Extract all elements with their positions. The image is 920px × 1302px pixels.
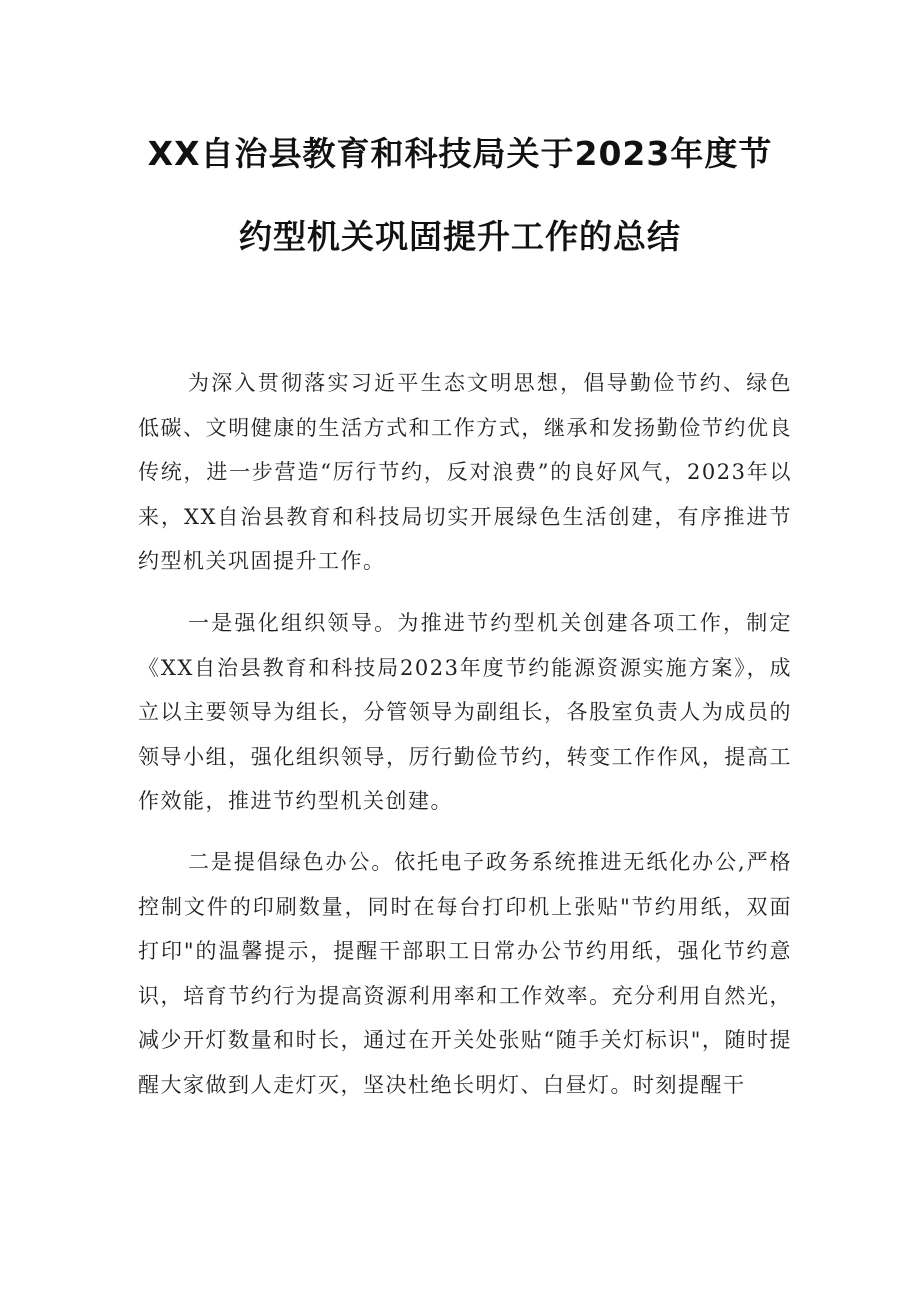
body-paragraph-intro bbox=[138, 361, 792, 584]
document-title-line-1: XX自治县教育和科技局关于2023年度节 bbox=[147, 134, 773, 173]
paragraph-text: 二是提倡绿色办公。依托电子政务系统推进无纸化办公,严格控制文件的印刷数量，同时在每台打印机上张贴"节约用纸，双面打印"的温馨提示，提醒干部职工日常办公节约用纸，强化节约意识，培育节约行为提高资源利用率和工作效率。充分利用自然光，减少开灯数量和时长，通过在开关处张贴“随手关灯标识"，随时提醒大家做到人走灯灭，坚决杜绝长明灯、白昼灯。时刻提醒干 bbox=[138, 850, 792, 1097]
paragraph-text: 一是强化组织领导。为推进节约型机关创建各项工作，制定《XX自治县教育和科技局2023年度节约能源资源实施方案》，成立以主要领导为组长，分管领导为副组长，各股室负责人为成员的领导小组，强化组织领导，厉行勤俭节约，转变工作作风，提高工作效能，推进节约型机关创建。 bbox=[138, 611, 792, 813]
paragraph-text: 为深入贯彻落实习近平生态文明思想，倡导勤俭节约、绿色低碳、文明健康的生活方式和工作方式，继承和发扬勤俭节约优良传统，进一步营造“厉行节约，反对浪费”的良好风气，2023年以来，XX自治县教育和科技局切实开展绿色生活创建，有序推进节约型机关巩固提升工作。 bbox=[138, 371, 792, 573]
body-paragraph-organization bbox=[138, 601, 792, 824]
document-title-line-2: 约型机关巩固提升工作的总结 bbox=[239, 217, 681, 256]
body-paragraph-green-office bbox=[138, 840, 792, 1107]
